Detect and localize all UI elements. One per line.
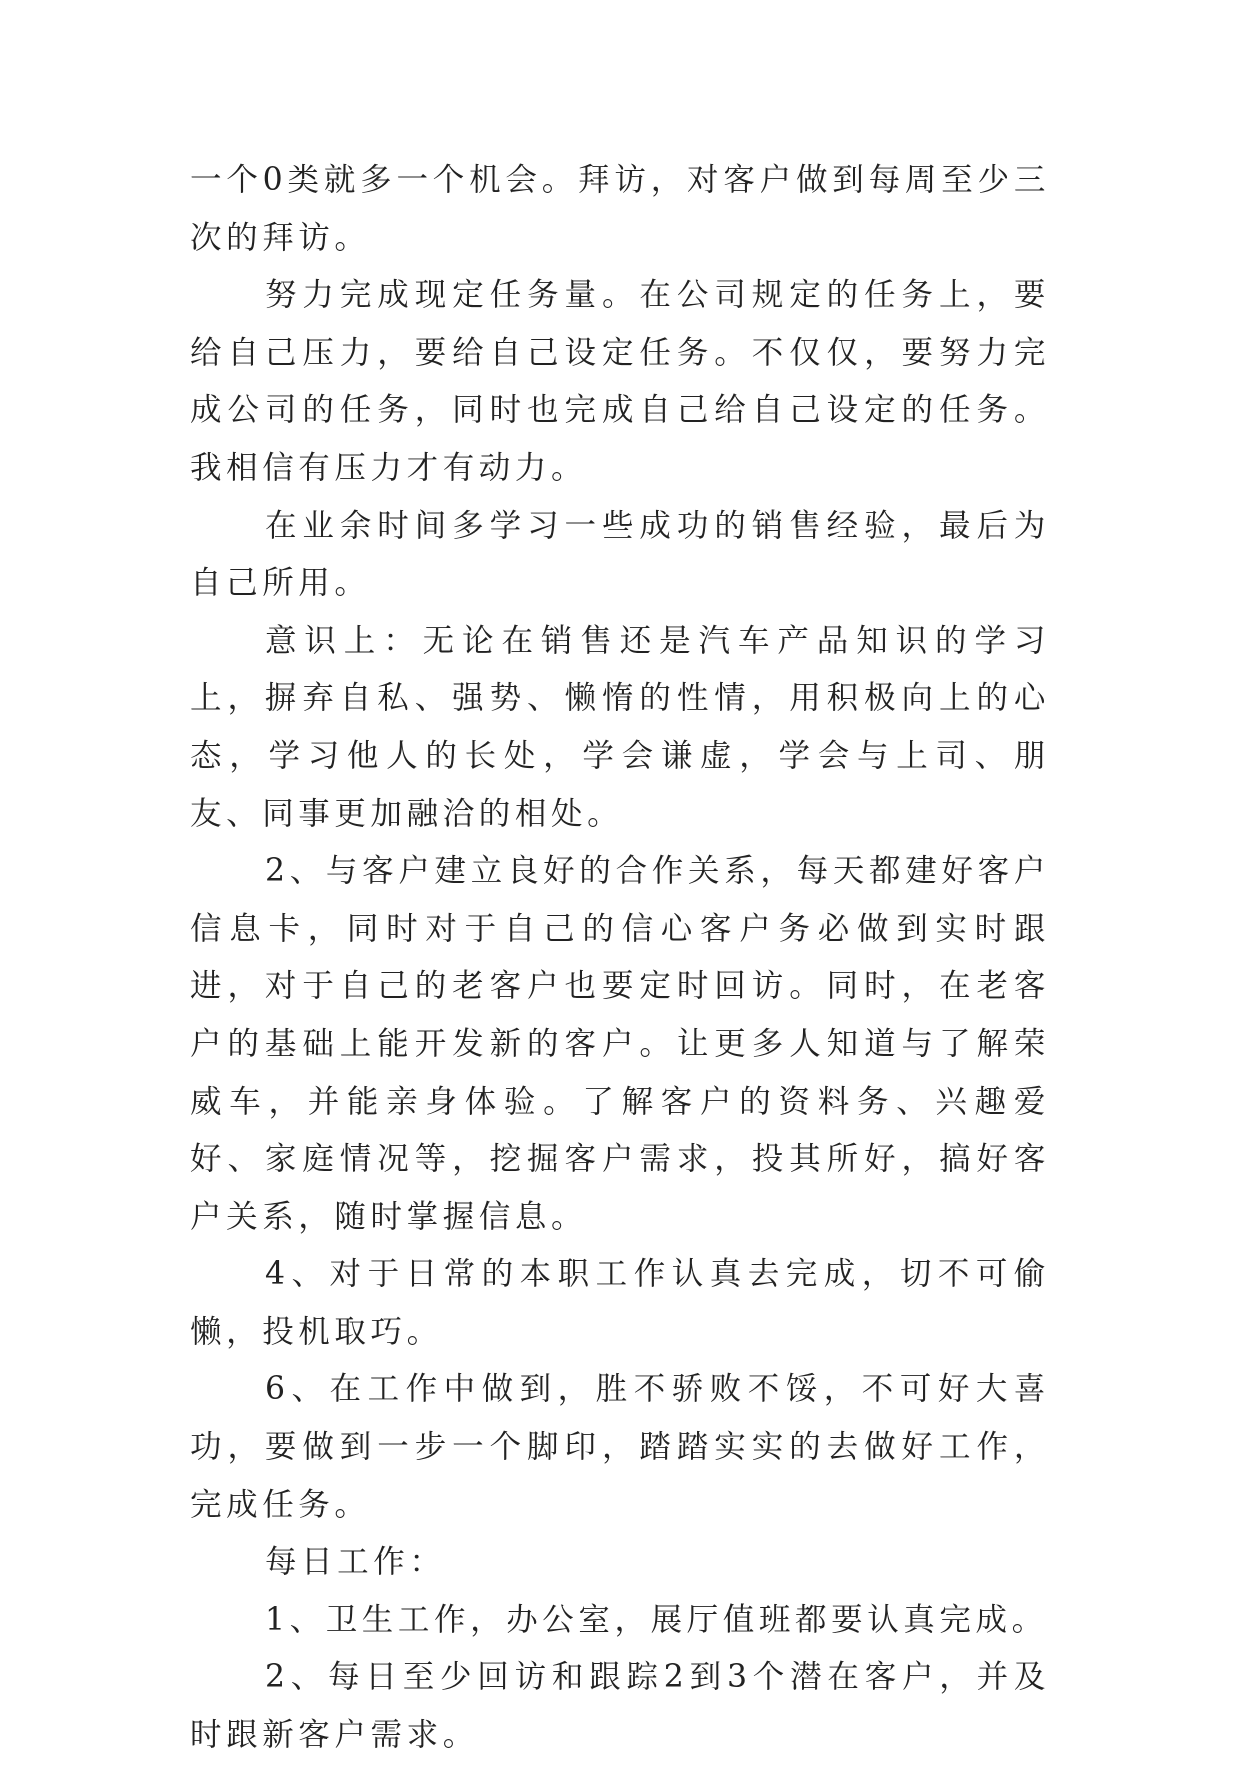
paragraph-4: 意识上：无论在销售还是汽车产品知识的学习上，摒弃自私、强势、懒惰的性情，用积极向上的心态，学习他人的长处，学会谦虚，学会与上司、朋友、同事更加融洽的相处。: [190, 622, 1050, 832]
paragraph-9: 1、卫生工作，办公室，展厅值班都要认真完成。: [264, 1601, 1048, 1638]
paragraph-2: 努力完成现定任务量。在公司规定的任务上，要给自己压力，要给自己设定任务。不仅仅，要努力完成公司的任务，同时也完成自己给自己设定的任务。我相信有压力才有动力。: [190, 277, 1050, 486]
paragraph-5: 2、与客户建立良好的合作关系，每天都建好客户信息卡，同时对于自己的信心客户务必做到实时跟进，对于自己的老客户也要定时回访。同时，在老客户的基础上能开发新的客户。让更多人知道与了解荣威车，并能亲身体验。了解客户的资料务、兴趣爱好、家庭情况等，挖掘客户需求，投其所好，搞好客户关系，随时掌握信息。: [190, 853, 1050, 1235]
paragraph-7: 6、在工作中做到，胜不骄败不馁，不可好大喜功，要做到一步一个脚印，踏踏实实的去做好工作，完成任务。: [190, 1371, 1050, 1523]
document-body: [190, 152, 1050, 1765]
paragraph-6: 4、对于日常的本职工作认真去完成，切不可偷懒，投机取巧。: [190, 1256, 1050, 1350]
paragraph-3: 在业余时间多学习一些成功的销售经验，最后为自己所用。: [190, 507, 1050, 602]
paragraph-8: 每日工作：: [264, 1544, 446, 1581]
paragraph-1: 一个0类就多一个机会。拜访，对客户做到每周至少三次的拜访。: [190, 162, 1050, 256]
paragraph-10: 2、每日至少回访和跟踪2到3个潜在客户，并及时跟新客户需求。: [190, 1659, 1050, 1754]
